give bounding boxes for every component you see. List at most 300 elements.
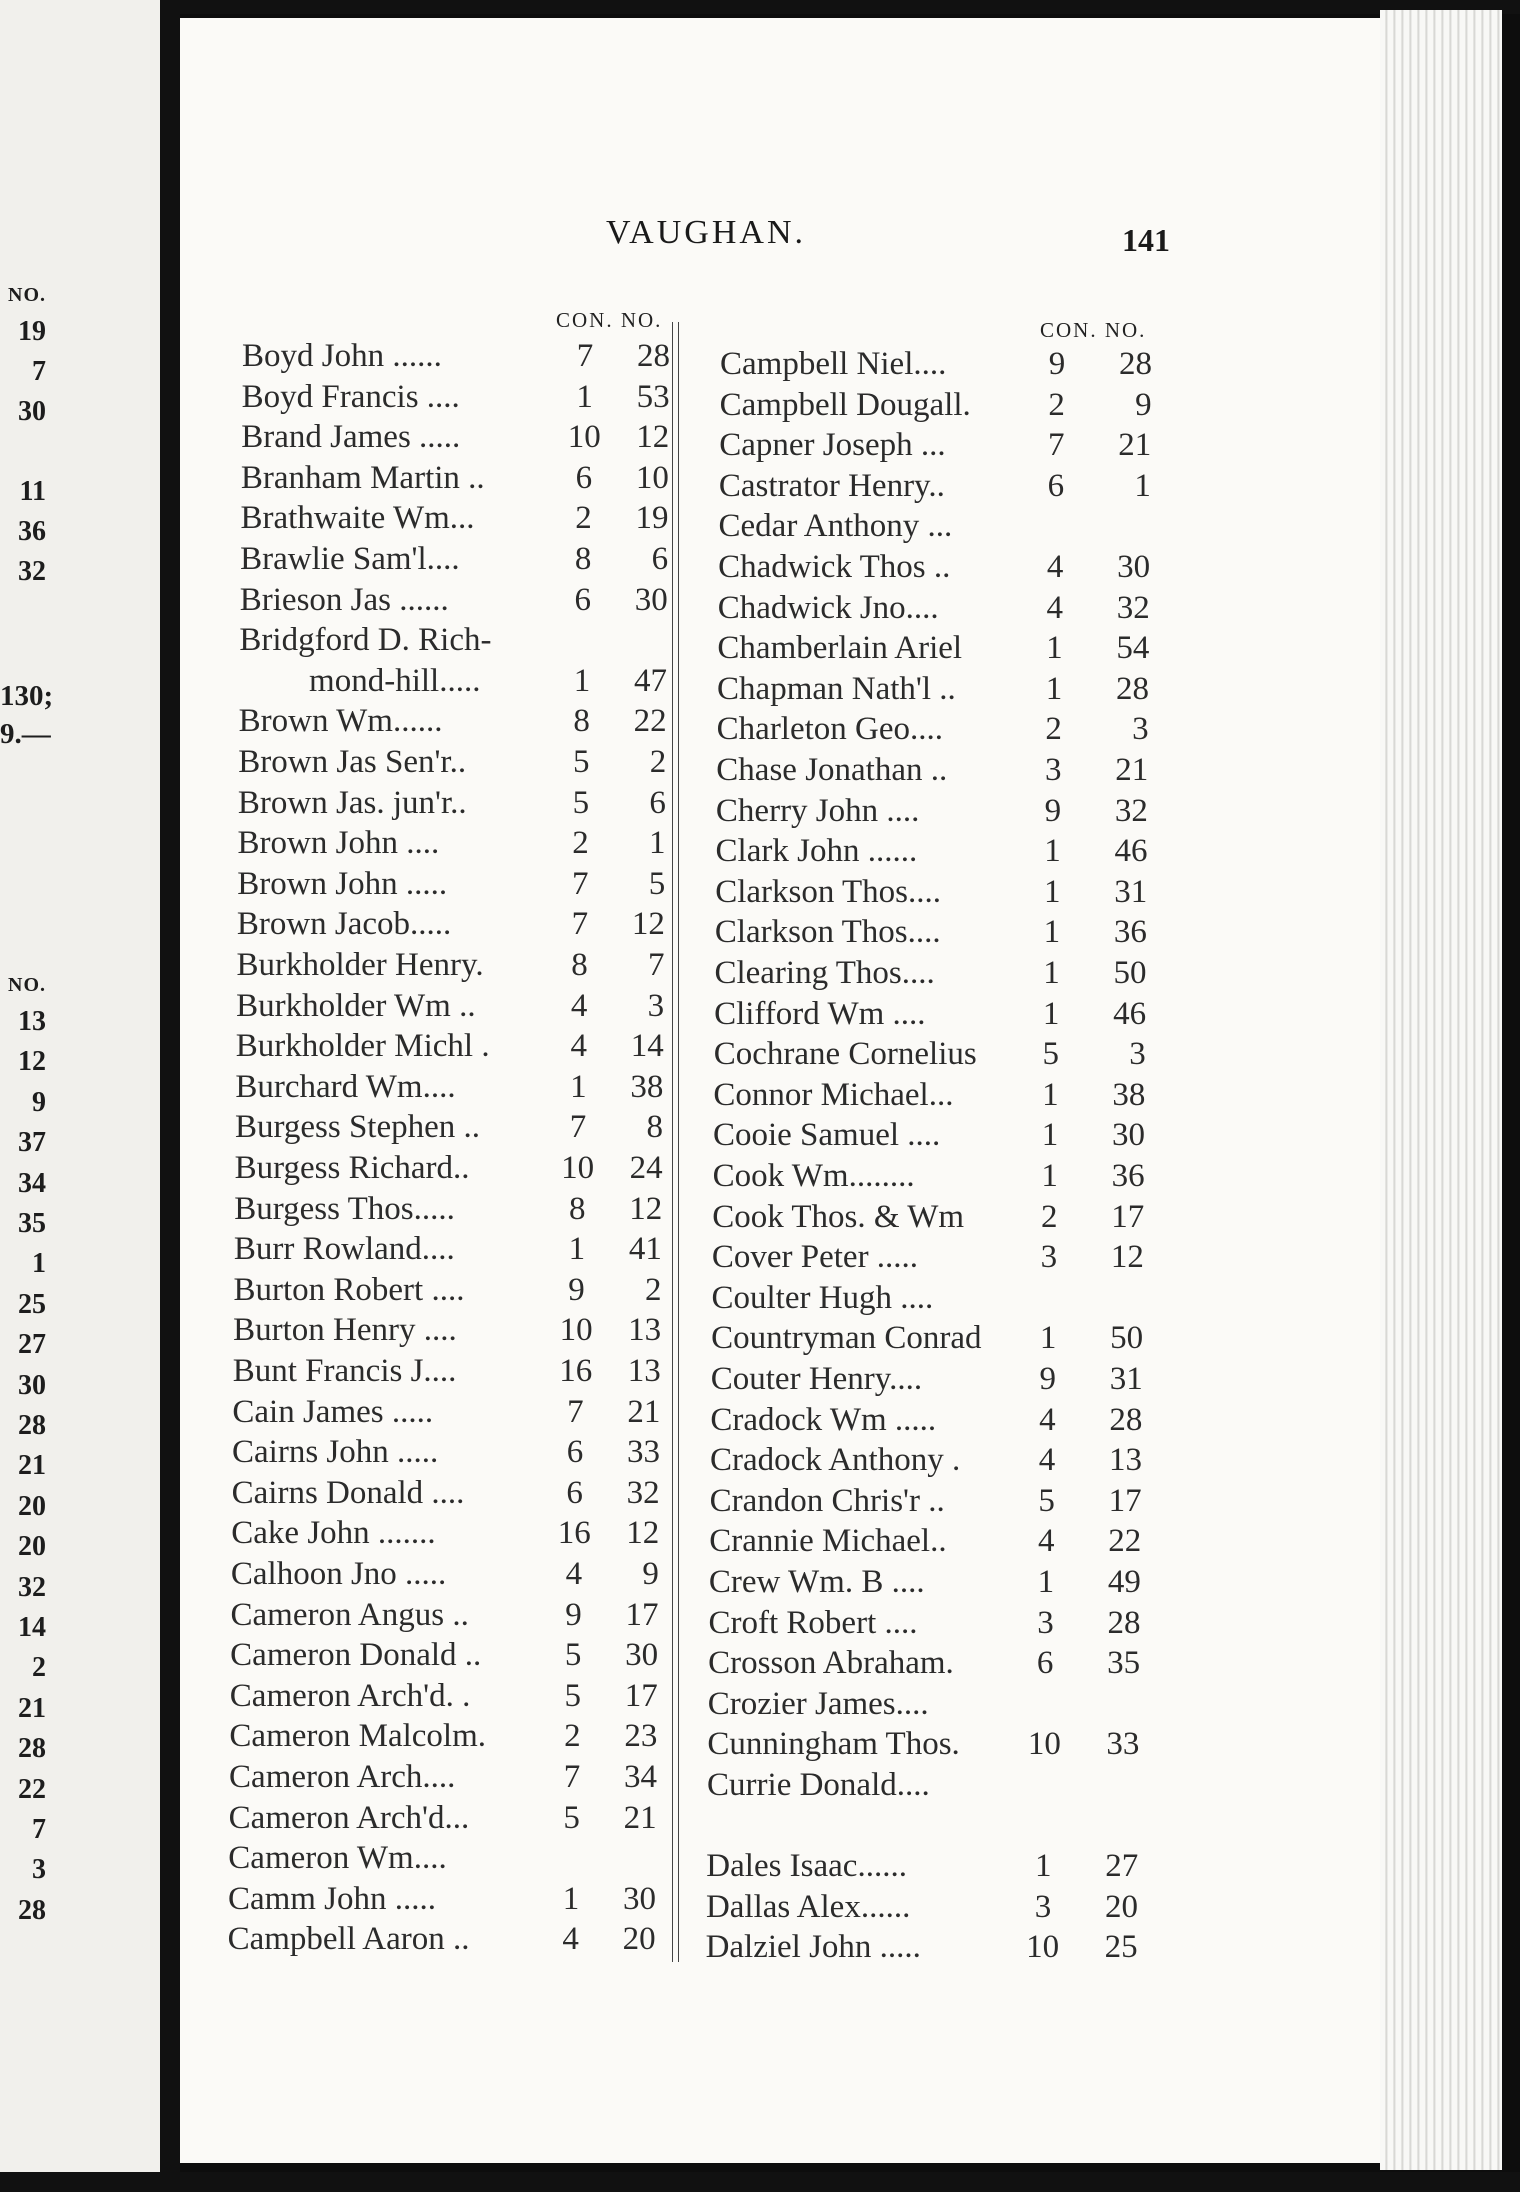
entry-name: Crosson Abraham.: [708, 1645, 954, 1682]
directory-entry: [236, 986, 716, 1026]
directory-entry: [231, 1513, 711, 1553]
page-edges: [1380, 10, 1502, 2170]
entry-lot-number: 31: [1114, 873, 1148, 910]
entry-concession: 4: [570, 1028, 587, 1065]
directory-entry: [239, 661, 719, 701]
facing-page-number: 7: [32, 1814, 46, 1845]
entry-lot-number: 20: [622, 1921, 656, 1958]
entry-lot-number: 13: [1109, 1442, 1142, 1479]
entry-name: Castrator Henry..: [718, 467, 945, 504]
entry-concession: 4: [1046, 589, 1064, 626]
page-number: 141: [1122, 222, 1170, 258]
directory-entry: [241, 417, 721, 457]
entry-name: Cedar Anthony ...: [718, 508, 953, 545]
entry-name: Burkholder Michl .: [235, 1028, 490, 1065]
directory-entry: [238, 783, 718, 823]
directory-entry: [714, 953, 1194, 993]
entry-concession: 8: [573, 703, 590, 740]
entry-lot-number: 12: [629, 1190, 663, 1227]
entry-concession: 10: [1027, 1726, 1061, 1763]
entry-name: Cameron Arch....: [229, 1759, 456, 1795]
entry-concession: 4: [1039, 1401, 1056, 1438]
entry-concession: 4: [1038, 1523, 1055, 1560]
entry-name: Burkholder Wm ..: [236, 987, 476, 1024]
directory-entry: [235, 1107, 715, 1147]
entry-name: Bridgford D. Rich-: [239, 622, 492, 659]
entry-lot-number: 36: [1113, 914, 1147, 951]
entry-name: Brown Jacob.....: [236, 906, 452, 943]
entry-lot-number: 35: [1107, 1645, 1141, 1682]
entry-name: Campbell Aaron ..: [227, 1921, 470, 1958]
entry-lot-number: 2: [644, 1271, 662, 1308]
entry-concession: 10: [561, 1150, 595, 1186]
entry-name: Brown Jas Sen'r..: [238, 744, 467, 780]
entry-concession: 9: [1044, 792, 1062, 829]
entry-name: Countryman Conrad: [711, 1320, 982, 1357]
facing-page-number: 20: [18, 1531, 46, 1563]
entry-name: Cook Wm........: [712, 1158, 915, 1194]
entry-name: Brown John .....: [237, 865, 448, 902]
directory-entry: [237, 904, 717, 944]
facing-page-number: 22: [18, 1773, 46, 1805]
directory-entry: [712, 1237, 1192, 1277]
entry-name: Cherry John ....: [715, 792, 920, 829]
directory-entry: [710, 1400, 1190, 1440]
directory-entry: [713, 1156, 1193, 1196]
entry-concession: 1: [1039, 1320, 1057, 1357]
entry-concession: 6: [1036, 1645, 1054, 1682]
entry-lot-number: 28: [1116, 670, 1150, 707]
entry-concession: 4: [1038, 1442, 1056, 1479]
entry-name: Brand James .....: [241, 419, 461, 456]
entry-name: Brown Jas. jun'r..: [237, 784, 467, 821]
entry-concession: 10: [567, 419, 601, 456]
directory-entry: [719, 506, 1199, 546]
entry-concession: 6: [566, 1434, 584, 1471]
entry-lot-number: 24: [629, 1150, 663, 1186]
entry-name: Chadwick Thos ..: [718, 549, 951, 585]
entry-concession: 7: [569, 1109, 587, 1146]
entry-name: Brawlie Sam'l....: [240, 541, 460, 577]
directory-entry: [236, 945, 716, 985]
column-heading-left: CON. NO.: [556, 308, 663, 332]
entry-name: Cameron Donald ..: [230, 1637, 482, 1674]
entry-name: Crannie Michael..: [709, 1523, 947, 1560]
entry-name: Cook Thos. & Wm: [712, 1198, 965, 1235]
directory-entry: [231, 1554, 711, 1594]
directory-entry: [706, 1846, 1186, 1886]
entry-name: Clearing Thos....: [714, 955, 935, 991]
directory-entry: [228, 1838, 708, 1878]
directory-entry: [716, 750, 1196, 790]
entry-concession: 9: [568, 1271, 585, 1308]
entry-concession: 1: [562, 1880, 580, 1917]
entry-name: Brown Wm......: [238, 703, 443, 740]
entry-concession: 5: [564, 1677, 582, 1714]
entry-name: Cameron Arch'd...: [228, 1799, 470, 1836]
entry-name: Currie Donald....: [707, 1767, 930, 1803]
entry-lot-number: 46: [1114, 833, 1148, 870]
entry-name: Clarkson Thos....: [715, 873, 941, 910]
directory-entry: [238, 742, 718, 782]
entry-lot-number: 28: [637, 338, 670, 374]
directory-entry: [232, 1432, 712, 1472]
entry-name: Cameron Malcolm.: [229, 1718, 487, 1755]
directory-entry: [230, 1676, 710, 1716]
entry-lot-number: 54: [1116, 630, 1150, 667]
entry-name: Chapman Nath'l ..: [717, 670, 956, 707]
entry-lot-number: 33: [627, 1434, 660, 1471]
directory-entry: [713, 1115, 1193, 1155]
directory-entry: [716, 791, 1196, 831]
directory-entry: [717, 709, 1197, 749]
entry-name: Cameron Angus ..: [230, 1596, 469, 1633]
facing-page-number: 7: [32, 356, 46, 387]
entry-lot-number: 49: [1107, 1564, 1141, 1600]
directory-entry: [235, 1148, 715, 1188]
directory-entry: [717, 628, 1197, 668]
entry-concession: 2: [1040, 1198, 1058, 1235]
directory-entry: [711, 1359, 1191, 1399]
entry-lot-number: 9: [642, 1556, 659, 1592]
entry-name: Burchard Wm....: [235, 1068, 456, 1105]
entry-concession: 2: [564, 1718, 581, 1755]
entry-lot-number: 6: [649, 784, 666, 821]
directory-entry: [241, 458, 721, 498]
entry-lot-number: 28: [1109, 1401, 1143, 1438]
entry-name: Branham Martin ..: [240, 459, 485, 496]
directory-entry: [711, 1278, 1191, 1318]
directory-entry: [706, 1927, 1186, 1967]
entry-lot-number: 30: [625, 1637, 659, 1674]
entry-lot-number: 36: [1111, 1158, 1145, 1194]
directory-entry: [236, 1026, 716, 1066]
directory-entry: [716, 831, 1196, 871]
entry-lot-number: 25: [1104, 1929, 1138, 1966]
directory-entry: [240, 539, 720, 579]
facing-page-number: 28: [18, 1733, 46, 1765]
directory-entry: [228, 1919, 708, 1959]
entry-name: Crandon Chris'r ..: [709, 1482, 945, 1519]
directory-entry: [232, 1392, 712, 1432]
entry-concession: 6: [1047, 467, 1065, 504]
entry-lot-number: 32: [1114, 792, 1148, 829]
entry-lot-number: 14: [630, 1028, 664, 1065]
entry-name: Cradock Anthony .: [710, 1442, 961, 1479]
entry-lot-number: 12: [636, 419, 670, 456]
page-title: VAUGHAN.: [606, 214, 806, 251]
directory-entry: [714, 994, 1194, 1034]
entry-concession: 1: [1041, 1158, 1058, 1194]
entry-lot-number: 5: [648, 865, 666, 902]
entry-name: Crew Wm. B ....: [708, 1564, 925, 1600]
entry-lot-number: 2: [649, 744, 667, 780]
facing-page-number: 37: [18, 1127, 46, 1159]
directory-entry: [710, 1440, 1190, 1480]
directory-entry: [720, 344, 1200, 384]
entry-lot-number: 3: [647, 987, 665, 1024]
entry-name: Cairns John .....: [232, 1434, 439, 1471]
facing-page-number: 25: [18, 1288, 46, 1320]
directory-entry: [229, 1798, 709, 1838]
entry-concession: 2: [1045, 711, 1062, 748]
entry-concession: 9: [565, 1596, 582, 1633]
directory-entry: [241, 498, 721, 538]
entry-concession: 16: [559, 1353, 593, 1389]
facing-page-number: 32: [18, 1571, 46, 1603]
entry-concession: 3: [1037, 1604, 1054, 1641]
entry-lot-number: 13: [627, 1353, 661, 1389]
entry-concession: 4: [565, 1556, 583, 1592]
directory-entry: [715, 912, 1195, 952]
entry-lot-number: 3: [1132, 711, 1149, 748]
entry-concession: 1: [1041, 1117, 1059, 1154]
entry-concession: 8: [568, 1190, 586, 1227]
entry-concession: 7: [563, 1759, 581, 1795]
entry-concession: 1: [1046, 630, 1063, 667]
entry-name: Clark John ......: [715, 833, 918, 870]
directory-entry: [233, 1310, 713, 1350]
entry-lot-number: 50: [1113, 955, 1147, 991]
directory-entry: [710, 1481, 1190, 1521]
entry-concession: 2: [1048, 386, 1065, 423]
entry-concession: 3: [1040, 1239, 1058, 1276]
entry-name: Coulter Hugh ....: [711, 1279, 934, 1316]
entry-concession: 8: [571, 947, 588, 983]
entry-lot-number: 10: [635, 459, 669, 496]
facing-page-number: 36: [18, 516, 46, 547]
entry-name: Brieson Jas ......: [239, 581, 449, 618]
left-page-heading-bottom: NO.: [8, 974, 46, 996]
directory-entry: [229, 1716, 709, 1756]
entry-lot-number: 46: [1113, 995, 1147, 1032]
entry-name: Burgess Richard..: [234, 1150, 470, 1186]
directory-entry: [233, 1351, 713, 1391]
entry-concession: 7: [567, 1393, 584, 1430]
directory-entry: [242, 377, 722, 417]
entry-name: Burgess Stephen ..: [234, 1109, 481, 1146]
entry-lot-number: 21: [627, 1393, 661, 1430]
entry-concession: 1: [1043, 914, 1061, 951]
facing-page-number: 11: [19, 476, 46, 507]
directory-entry: [237, 864, 717, 904]
entry-lot-number: 21: [1118, 427, 1152, 464]
entry-concession: 1: [1042, 995, 1060, 1032]
entry-lot-number: 47: [634, 662, 668, 699]
entry-name: Couter Henry....: [710, 1361, 923, 1397]
entry-concession: 4: [570, 987, 588, 1024]
entry-name: Burton Robert ....: [233, 1271, 465, 1308]
directory-entry: [242, 336, 722, 376]
entry-concession: 7: [571, 865, 589, 902]
entry-concession: 16: [557, 1515, 591, 1552]
entry-name: mond-hill.....: [309, 662, 481, 699]
entry-lot-number: 7: [647, 947, 665, 983]
entry-lot-number: 9: [1135, 386, 1152, 423]
entry-concession: 1: [576, 378, 593, 415]
entry-name: Campbell Dougall.: [719, 386, 971, 423]
entry-concession: 5: [564, 1637, 582, 1674]
entry-concession: 6: [575, 459, 593, 496]
entry-name: Dalziel John .....: [705, 1929, 921, 1966]
entry-lot-number: 22: [1108, 1523, 1142, 1560]
directory-entry: [707, 1765, 1187, 1805]
entry-concession: 4: [1046, 549, 1064, 585]
facing-page-number: 3: [32, 1854, 46, 1886]
directory-entry: [711, 1318, 1191, 1358]
entry-name: Boyd John ......: [242, 338, 442, 374]
directory-entry: [709, 1562, 1189, 1602]
entry-name: Cain James .....: [232, 1393, 434, 1430]
entry-lot-number: 17: [1111, 1198, 1145, 1235]
entry-concession: 1: [1037, 1564, 1055, 1600]
entry-name: Calhoon Jno .....: [230, 1556, 447, 1592]
entry-name: Connor Michael...: [713, 1076, 954, 1113]
directory-entry: [714, 1034, 1194, 1074]
entry-name: Boyd Francis ....: [241, 378, 460, 415]
entry-concession: 5: [563, 1799, 580, 1836]
entry-concession: 9: [1048, 346, 1066, 382]
entry-lot-number: 22: [633, 703, 667, 740]
scan-top-border: [160, 0, 1520, 14]
directory-entry: [717, 669, 1197, 709]
entry-name: Dales Isaac......: [706, 1848, 907, 1885]
entry-lot-number: 50: [1110, 1320, 1144, 1357]
book-gutter: [160, 0, 180, 2192]
facing-page-number: 28: [18, 1410, 46, 1441]
entry-lot-number: 30: [1117, 549, 1151, 585]
entry-name: Cover Peter .....: [711, 1239, 919, 1276]
directory-entry: [718, 547, 1198, 587]
directory-entry: [229, 1757, 709, 1797]
entry-lot-number: 1: [1134, 467, 1151, 504]
entry-concession: 5: [572, 784, 590, 821]
entry-concession: 5: [1042, 1036, 1059, 1073]
entry-name: Crozier James....: [707, 1685, 929, 1722]
facing-page-number: 27: [18, 1329, 46, 1361]
entry-concession: 1: [1035, 1848, 1052, 1885]
entry-concession: 7: [571, 906, 589, 943]
left-page-heading-top: NO.: [8, 284, 46, 306]
directory-entry: [231, 1595, 711, 1635]
entry-concession: 7: [576, 338, 594, 374]
facing-page-number: 9: [32, 1086, 46, 1118]
entry-name: Cairns Donald ....: [231, 1474, 465, 1511]
entry-lot-number: 19: [635, 500, 669, 537]
directory-entry: [238, 823, 718, 863]
entry-lot-number: 41: [628, 1231, 662, 1268]
directory-entry: [706, 1887, 1186, 1927]
entry-concession: 1: [1042, 1076, 1059, 1113]
entry-concession: 1: [573, 662, 591, 699]
entry-concession: 6: [574, 581, 592, 618]
facing-page-number: 30: [18, 396, 46, 427]
directory-entry: [720, 385, 1200, 425]
entry-concession: 2: [572, 825, 589, 862]
entry-name: Bunt Francis J....: [232, 1353, 457, 1389]
column-heading-right: CON. NO.: [1040, 318, 1147, 342]
entry-lot-number: 28: [1107, 1604, 1141, 1641]
entry-name: Cake John .......: [231, 1515, 436, 1552]
directory-entry: [234, 1189, 714, 1229]
entry-lot-number: 23: [624, 1718, 658, 1755]
entry-concession: 1: [1045, 670, 1063, 707]
entry-lot-number: 17: [1108, 1482, 1142, 1519]
facing-page-number: 20: [18, 1490, 46, 1522]
entry-concession: 9: [1039, 1361, 1056, 1397]
entry-lot-number: 21: [1115, 752, 1149, 788]
entry-concession: 1: [1044, 833, 1061, 870]
directory-entry: [239, 620, 719, 660]
entry-concession: 10: [1026, 1929, 1060, 1966]
directory-entry: [718, 588, 1198, 628]
entry-concession: 3: [1034, 1888, 1052, 1925]
facing-page-fragment: [0, 0, 160, 2192]
facing-page-number: 1: [32, 1248, 46, 1280]
entry-lot-number: 21: [623, 1799, 657, 1836]
facing-page-number: 30: [18, 1369, 46, 1401]
entry-lot-number: 13: [628, 1312, 662, 1349]
entry-lot-number: 12: [631, 906, 665, 943]
entry-name: Burgess Thos.....: [234, 1190, 455, 1227]
entry-name: Charleton Geo....: [716, 711, 944, 748]
entry-lot-number: 17: [624, 1677, 658, 1714]
directory-entry: [233, 1270, 713, 1310]
entry-name: Cunningham Thos.: [707, 1726, 960, 1763]
facing-page-number: 13: [18, 1006, 46, 1037]
entry-name: Cameron Wm....: [228, 1840, 447, 1877]
directory-entry: [707, 1724, 1187, 1764]
entry-concession: 2: [575, 500, 592, 537]
entry-lot-number: 6: [651, 541, 669, 577]
entry-lot-number: 12: [1110, 1239, 1144, 1276]
left-page-fragment: 9.—: [0, 718, 51, 750]
entry-concession: 3: [1045, 752, 1062, 788]
entry-concession: 8: [574, 541, 592, 577]
entry-lot-number: 34: [624, 1759, 658, 1795]
entry-concession: 6: [566, 1474, 583, 1511]
entry-lot-number: 31: [1109, 1361, 1143, 1397]
entry-name: Clarkson Thos....: [714, 914, 941, 951]
facing-page-number: 19: [18, 316, 46, 347]
directory-entry: [715, 872, 1195, 912]
entry-lot-number: 38: [630, 1068, 664, 1105]
entry-concession: 1: [568, 1231, 586, 1268]
left-page-fragment: 130;: [0, 680, 54, 712]
entry-lot-number: 32: [1116, 589, 1150, 626]
entry-lot-number: 38: [1112, 1076, 1146, 1113]
directory-entry: [709, 1603, 1189, 1643]
entry-concession: 5: [1038, 1482, 1055, 1519]
directory-entry: [232, 1473, 712, 1513]
entry-lot-number: 28: [1119, 346, 1152, 382]
entry-lot-number: 32: [626, 1474, 660, 1511]
directory-entry: [708, 1684, 1188, 1724]
entry-lot-number: 53: [636, 378, 670, 415]
directory-entry: [234, 1229, 714, 1269]
entry-name: Brathwaite Wm...: [240, 500, 475, 537]
directory-entry: [719, 466, 1199, 506]
entry-lot-number: 30: [622, 1880, 656, 1917]
entry-lot-number: 30: [634, 581, 668, 618]
directory-entry: [230, 1635, 710, 1675]
entry-name: Chamberlain Ariel: [717, 630, 963, 667]
directory-entry: [235, 1067, 715, 1107]
directory-entry: [228, 1879, 708, 1919]
directory-entry: [719, 425, 1199, 465]
entry-lot-number: 12: [626, 1515, 660, 1552]
entry-name: Burkholder Henry.: [236, 947, 484, 983]
